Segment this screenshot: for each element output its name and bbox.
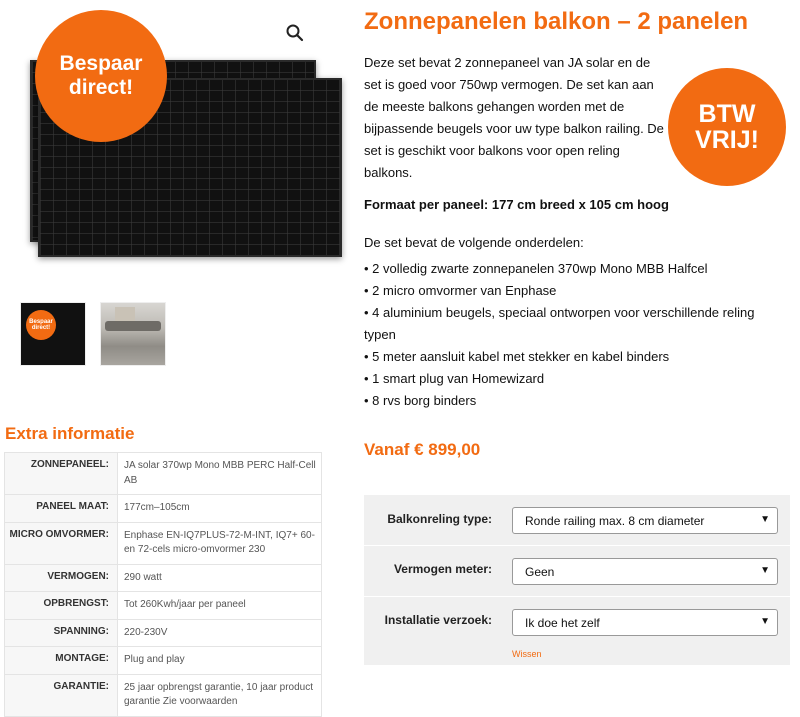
spec-value: 25 jaar opbrengst garantie, 10 jaar product garantie Zie voorwaarden: [118, 674, 322, 716]
table-row: [5, 564, 322, 592]
product-title: Zonnepanelen balkon – 2 panelen: [364, 8, 749, 35]
meter-select-value: Geen: [525, 565, 555, 579]
spec-value: 290 watt: [118, 564, 322, 592]
specs-table: [4, 452, 322, 717]
btw-badge-text: BTW VRIJ!: [695, 99, 759, 154]
spec-value: Tot 260Kwh/jaar per paneel: [118, 592, 322, 620]
table-row: [5, 592, 322, 620]
spec-key: ZONNEPANEEL:: [5, 453, 118, 495]
spec-value: 177cm–105cm: [118, 495, 322, 523]
spec-key: MONTAGE:: [5, 647, 118, 675]
variation-row-installatie: [364, 597, 790, 665]
table-row: [5, 495, 322, 523]
balkon-label: Balkonreling type:: [387, 512, 492, 526]
variation-row-balkon: [364, 495, 790, 546]
list-item: • 5 meter aansluit kabel met stekker en kabel binders: [364, 349, 670, 364]
installatie-select-value: Ik doe het zelf: [525, 616, 600, 630]
bespaar-badge: Bespaar direct!: [35, 10, 167, 142]
product-gallery: [0, 0, 340, 380]
btw-vrij-badge: [668, 68, 786, 186]
parts-intro: De set bevat de volgende onderdelen:: [364, 235, 584, 250]
spec-key: GARANTIE:: [5, 674, 118, 716]
list-item: • 4 aluminium beugels, speciaal ontworpen voor verschillende reling typen: [364, 305, 755, 342]
thumbnail-balcony[interactable]: [100, 302, 166, 366]
balkon-select-value: Ronde railing max. 8 cm diameter: [525, 514, 705, 528]
spec-key: PANEEL MAAT:: [5, 495, 118, 523]
spec-key: VERMOGEN:: [5, 564, 118, 592]
extra-info-heading: Extra informatie: [5, 424, 135, 443]
meter-label: Vermogen meter:: [393, 562, 492, 576]
thumbnail-badge: Bespaar direct!: [26, 310, 56, 340]
chevron-down-icon: ▼: [760, 616, 770, 627]
chevron-down-icon: ▼: [760, 565, 770, 576]
table-row: [5, 647, 322, 675]
spec-value: Enphase EN-IQ7PLUS-72-M-INT, IQ7+ 60- en 72-cels micro-omvormer 230: [118, 522, 322, 564]
table-row: [5, 453, 322, 495]
meter-select[interactable]: [512, 558, 778, 585]
spec-key: SPANNING:: [5, 619, 118, 647]
spec-key: MICRO OMVORMER:: [5, 522, 118, 564]
spec-key: OPBRENGST:: [5, 592, 118, 620]
chevron-down-icon: ▼: [760, 514, 770, 525]
product-description: Deze set bevat 2 zonnepaneel van JA solar en de set is goed voor 750wp vermogen. De set kan aan de meeste balkons gehangen worden met de bijpassende beugels voor uw type balkon railing. De set is geschikt voor balkons voor open reling balkons.: [364, 55, 664, 180]
balcony-rail-image: [105, 321, 161, 331]
table-row: [5, 674, 322, 716]
thumbnail-panels[interactable]: [20, 302, 86, 366]
list-item: • 2 micro omvormer van Enphase: [364, 283, 557, 298]
spec-value: Plug and play: [118, 647, 322, 675]
installatie-label: Installatie verzoek:: [384, 613, 492, 627]
spec-value: 220-230V: [118, 619, 322, 647]
balkon-select[interactable]: [512, 507, 778, 534]
list-item: • 1 smart plug van Homewizard: [364, 371, 545, 386]
list-item: • 8 rvs borg binders: [364, 393, 477, 408]
table-row: [5, 619, 322, 647]
spec-value: JA solar 370wp Mono MBB PERC Half-Cell AB: [118, 453, 322, 495]
list-item: • 2 volledig zwarte zonnepanelen 370wp Mono MBB Halfcel: [364, 261, 708, 276]
search-icon[interactable]: [284, 22, 306, 44]
balcony-box-image: [115, 307, 135, 321]
panel-format: Formaat per paneel: 177 cm breed x 105 cm hoog: [364, 197, 669, 212]
variation-row-meter: [364, 546, 790, 597]
variations-form: [364, 495, 790, 665]
product-price: Vanaf € 899,00: [364, 440, 481, 459]
installatie-select[interactable]: [512, 609, 778, 636]
table-row: [5, 522, 322, 564]
parts-list: [364, 258, 784, 412]
clear-selection-link[interactable]: Wissen: [512, 649, 542, 659]
